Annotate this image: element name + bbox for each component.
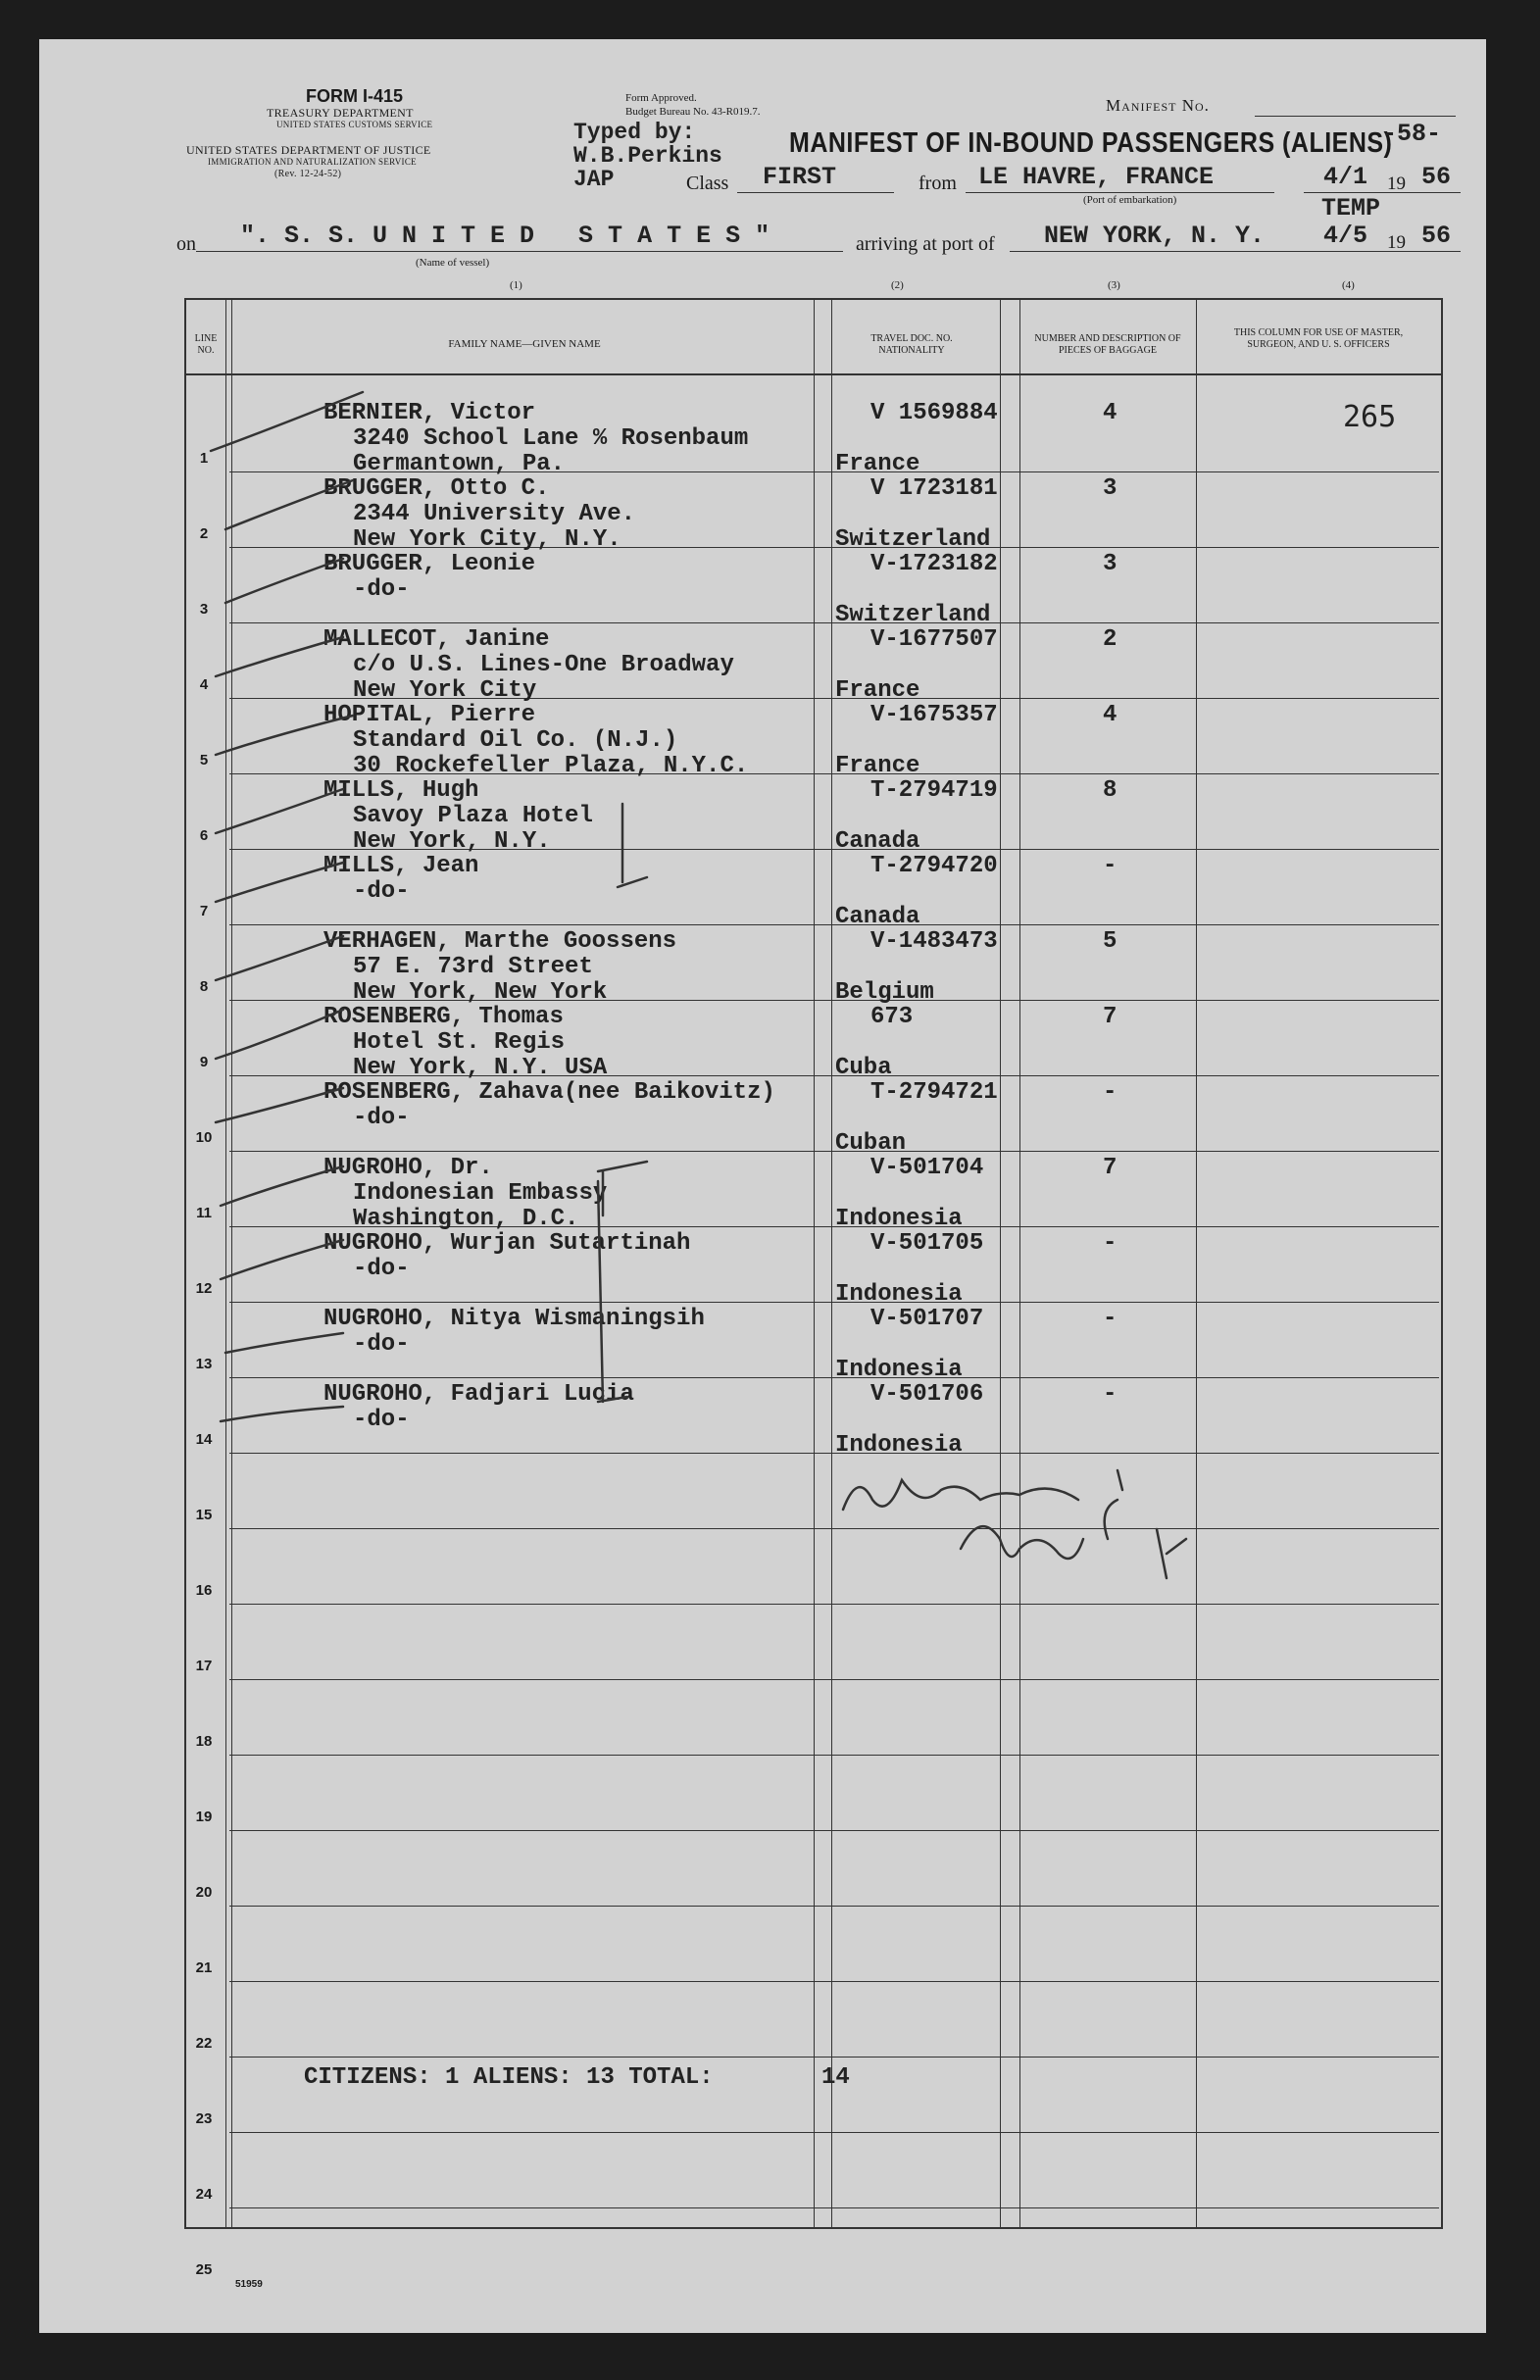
entry-addr1: 57 E. 73rd Street [353, 954, 593, 980]
date1-underline [1304, 192, 1461, 193]
entry-addr1: 2344 University Ave. [353, 501, 636, 527]
entry-bag: 7 [1103, 1155, 1118, 1181]
year-departure: 56 [1421, 163, 1452, 191]
port-embark-caption: (Port of embarkation) [1083, 194, 1177, 206]
row-rule [229, 924, 1439, 925]
entry-doc: V-501706 [870, 1381, 984, 1408]
entry-name: NUGROHO, Fadjari Lucia [323, 1381, 634, 1408]
entry-doc: V-501704 [870, 1155, 984, 1181]
entry-nat: Indonesia [835, 1357, 963, 1383]
entry-addr2: New York City, N.Y. [353, 526, 621, 553]
row-number: 23 [195, 2110, 213, 2127]
header-officers: THIS COLUMN FOR USE OF MASTER, SURGEON, AND U. S. OFFICERS [1233, 327, 1404, 350]
temp-mark: TEMP [1321, 194, 1381, 223]
row-number: 19 [195, 1809, 213, 1825]
row-number: 20 [195, 1884, 213, 1901]
entry-bag: 2 [1103, 626, 1118, 653]
dept-treasury: TREASURY DEPARTMENT [267, 106, 414, 120]
class-value: FIRST [763, 163, 837, 191]
entry-doc: V 1723181 [870, 475, 998, 502]
date-arrival: 4/5 [1323, 222, 1368, 250]
row-rule [229, 1151, 1439, 1152]
entry-nat: France [835, 677, 920, 704]
dept-immigration: IMMIGRATION AND NATURALIZATION SERVICE [208, 157, 417, 167]
on-label: on [176, 233, 196, 255]
row-number: 16 [195, 1582, 213, 1599]
footer-code: 51959 [235, 2279, 263, 2290]
row-number: 2 [199, 525, 209, 542]
dept-justice: UNITED STATES DEPARTMENT OF JUSTICE [186, 143, 431, 157]
entry-bag: - [1103, 853, 1118, 879]
row-number: 7 [199, 903, 209, 919]
entry-addr1: -do- [353, 576, 410, 603]
entry-doc: V-501705 [870, 1230, 984, 1257]
entry-bag: 8 [1103, 777, 1118, 804]
entry-bag: 3 [1103, 475, 1118, 502]
header-baggage: NUMBER AND DESCRIPTION OF PIECES OF BAGGAGE [1034, 333, 1181, 356]
row-rule [229, 2207, 1439, 2208]
row-number: 17 [195, 1658, 213, 1674]
class-underline [737, 192, 894, 193]
entry-bag: - [1103, 1230, 1118, 1257]
row-number: 22 [195, 2035, 213, 2052]
entry-nat: Cuban [835, 1130, 907, 1157]
entry-bag: - [1103, 1079, 1118, 1106]
manifest-no-underline [1255, 116, 1456, 117]
vessel-name: ". S. S. U N I T E D S T A T E S " [240, 222, 770, 250]
entry-nat: Indonesia [835, 1281, 963, 1308]
entry-bag: 7 [1103, 1004, 1118, 1030]
entry-nat: France [835, 451, 920, 477]
entry-name: NUGROHO, Nitya Wismaningsih [323, 1306, 705, 1332]
entry-addr1: Indonesian Embassy [353, 1180, 608, 1207]
year-arrival: 56 [1421, 222, 1452, 250]
entry-bag: - [1103, 1306, 1118, 1332]
row-number: 15 [195, 1507, 213, 1523]
form-revision: (Rev. 12-24-52) [274, 169, 342, 179]
row-number: 11 [196, 1205, 212, 1221]
entry-addr2: New York, N.Y. [353, 828, 551, 855]
row-number: 18 [195, 1733, 213, 1750]
entry-bag: - [1103, 1381, 1118, 1408]
row-rule [229, 1830, 1439, 1831]
entry-nat: Switzerland [835, 526, 991, 553]
entry-name: HOPITAL, Pierre [323, 702, 536, 728]
manifest-no-value: -58- [1382, 120, 1442, 148]
date-departure: 4/1 [1323, 163, 1368, 191]
port-embark: LE HAVRE, FRANCE [978, 163, 1215, 191]
col-number-1: (1) [510, 279, 522, 291]
arriving-underline [1010, 251, 1304, 252]
entry-name: NUGROHO, Dr. [323, 1155, 493, 1181]
entry-addr2: New York, New York [353, 979, 608, 1006]
entry-name: ROSENBERG, Zahava(nee Baikovitz) [323, 1079, 775, 1106]
entry-doc: V-501707 [870, 1306, 984, 1332]
row-rule [229, 1528, 1439, 1529]
row-rule [229, 1755, 1439, 1756]
entry-addr1: -do- [353, 1256, 410, 1282]
row-rule [229, 1679, 1439, 1680]
col-number-2: (2) [891, 279, 904, 291]
form-number: FORM I-415 [306, 86, 404, 106]
typed-by-name: W.B.Perkins [573, 143, 722, 169]
row-number: 6 [199, 827, 209, 844]
entry-name: ROSENBERG, Thomas [323, 1004, 564, 1030]
entry-addr1: Hotel St. Regis [353, 1029, 566, 1056]
entry-addr1: -do- [353, 1105, 410, 1131]
date2-underline [1304, 251, 1461, 252]
entry-nat: Cuba [835, 1055, 892, 1081]
entry-doc: V-1675357 [870, 702, 998, 728]
port-arrival: NEW YORK, N. Y. [1044, 222, 1266, 250]
row-number: 24 [195, 2186, 213, 2203]
entry-doc: V-1723182 [870, 551, 998, 577]
row-rule [229, 2132, 1439, 2133]
row-number: 1 [199, 450, 209, 467]
entry-addr1: c/o U.S. Lines-One Broadway [353, 652, 734, 678]
dept-customs: UNITED STATES CUSTOMS SERVICE [276, 120, 433, 129]
entry-addr1: 3240 School Lane % Rosenbaum [353, 425, 749, 452]
row-number: 12 [195, 1280, 213, 1297]
class-label: Class [686, 173, 729, 194]
arriving-label: arriving at port of [856, 233, 995, 255]
entry-addr2: Washington, D.C. [353, 1206, 579, 1232]
row-number: 21 [195, 1959, 213, 1976]
row-number: 3 [199, 601, 209, 618]
entry-bag: 5 [1103, 928, 1118, 955]
manifest-sheet [39, 39, 1486, 2333]
row-number: 10 [195, 1129, 213, 1146]
row-rule [229, 2057, 1439, 2058]
row-rule [229, 622, 1439, 623]
row-number: 13 [195, 1356, 213, 1372]
entry-name: BRUGGER, Otto C. [323, 475, 550, 502]
row-number: 5 [199, 752, 209, 769]
entry-nat: Canada [835, 904, 920, 930]
entry-name: BRUGGER, Leonie [323, 551, 536, 577]
header-name: FAMILY NAME—GIVEN NAME [448, 338, 601, 350]
entry-name: MILLS, Jean [323, 853, 479, 879]
year-prefix-2: 19 [1387, 232, 1406, 253]
header-travel-doc: TRAVEL DOC. NO. NATIONALITY [870, 333, 953, 356]
row-number: 8 [199, 978, 209, 995]
entry-nat: Belgium [835, 979, 934, 1006]
entry-doc: 673 [870, 1004, 914, 1030]
entry-addr1: -do- [353, 878, 410, 905]
form-approved: Form Approved. [625, 92, 697, 104]
totals-line: CITIZENS: 1 ALIENS: 13 TOTAL: [304, 2064, 714, 2091]
col-number-4: (4) [1342, 279, 1355, 291]
entry-name: MILLS, Hugh [323, 777, 479, 804]
vessel-caption: (Name of vessel) [416, 257, 490, 269]
col-number-3: (3) [1108, 279, 1120, 291]
entry-nat: Indonesia [835, 1206, 963, 1232]
entry-addr2: Germantown, Pa. [353, 451, 566, 477]
entry-name: MALLECOT, Janine [323, 626, 550, 653]
row-rule [229, 1906, 1439, 1907]
entry-doc: T-2794719 [870, 777, 998, 804]
year-prefix-1: 19 [1387, 174, 1406, 194]
typed-by-initials: JAP [573, 167, 615, 192]
row-rule [229, 1302, 1439, 1303]
entry-addr1: Standard Oil Co. (N.J.) [353, 727, 678, 754]
entry-doc: V-1677507 [870, 626, 998, 653]
header-line-no: LINE NO. [194, 333, 218, 356]
manifest-title: MANIFEST OF IN-BOUND PASSENGERS (ALIENS) [789, 126, 1393, 160]
entry-doc: V-1483473 [870, 928, 998, 955]
budget-bureau: Budget Bureau No. 43-R019.7. [625, 106, 761, 118]
manifest-no-label: Manifest No. [1106, 96, 1210, 115]
totals-value: 14 [821, 2064, 850, 2091]
from-label: from [919, 173, 957, 194]
row-number: 25 [195, 2261, 213, 2278]
row-number: 4 [199, 676, 209, 693]
row-rule [229, 1453, 1439, 1454]
row-number: 14 [195, 1431, 213, 1448]
row-number: 9 [199, 1054, 209, 1070]
entry-addr2: New York, N.Y. USA [353, 1055, 608, 1081]
entry-name: BERNIER, Victor [323, 400, 536, 426]
entry-name: NUGROHO, Wurjan Sutartinah [323, 1230, 691, 1257]
entry-addr1: -do- [353, 1331, 410, 1358]
from-underline [966, 192, 1274, 193]
entry-name: VERHAGEN, Marthe Goossens [323, 928, 677, 955]
entry-nat: Canada [835, 828, 920, 855]
entry-bag: 4 [1103, 400, 1118, 426]
entry-doc: T-2794721 [870, 1079, 998, 1106]
entry-nat: France [835, 753, 920, 779]
entry-doc: T-2794720 [870, 853, 998, 879]
row-rule [229, 1604, 1439, 1605]
entry-nat: Indonesia [835, 1432, 963, 1459]
entry-bag: 4 [1103, 702, 1118, 728]
entry-bag: 3 [1103, 551, 1118, 577]
entry-nat: Switzerland [835, 602, 991, 628]
entry-addr2: New York City [353, 677, 537, 704]
typed-by-label: Typed by: [573, 120, 696, 145]
row-rule [229, 1981, 1439, 1982]
vessel-underline [196, 251, 843, 252]
entry-addr1: -do- [353, 1407, 410, 1433]
entry-officer: 265 [1343, 400, 1397, 434]
entry-addr1: Savoy Plaza Hotel [353, 803, 593, 829]
row-rule [229, 1377, 1439, 1378]
entry-addr2: 30 Rockefeller Plaza, N.Y.C. [353, 753, 749, 779]
entry-doc: V 1569884 [870, 400, 998, 426]
